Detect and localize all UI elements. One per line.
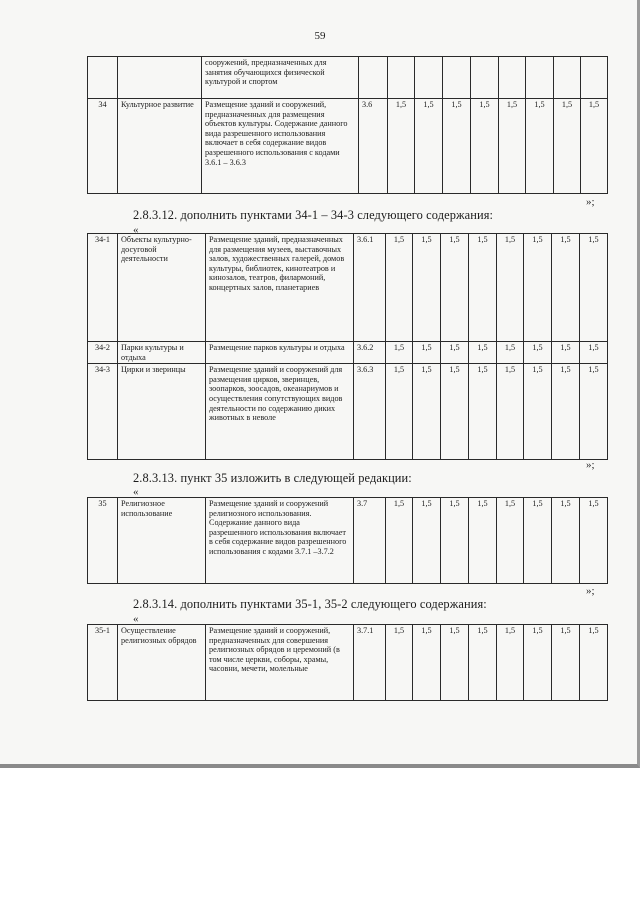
row-number: 34-2 bbox=[88, 342, 118, 364]
row-description: Размещение зданий, предназначенных для размещения музеев, выставочных залов, художественных галерей, домов культуры, библиотек, кинотеатров и кинозалов, театров, филармоний, концертных залов, планетариев bbox=[206, 234, 354, 342]
table-row bbox=[88, 625, 608, 701]
row-value: 1,5 bbox=[524, 342, 552, 364]
row-value: 1,5 bbox=[441, 342, 469, 364]
row-description: Размещение парков культуры и отдыха bbox=[206, 342, 354, 364]
section-heading: 2.8.3.14. дополнить пунктами 35-1, 35-2 следующего содержания: bbox=[133, 597, 487, 611]
row-value bbox=[388, 57, 415, 99]
row-value: 1,5 bbox=[554, 99, 581, 194]
row-value: 1,5 bbox=[469, 625, 497, 701]
row-value: 1,5 bbox=[471, 99, 499, 194]
row-code bbox=[359, 57, 388, 99]
row-value: 1,5 bbox=[499, 99, 526, 194]
row-description: Размещение зданий и сооружений, предназначенных для совершения религиозных обрядов и церемоний (в том числе церкви, соборы, храмы, часовни, мечети, молельные bbox=[206, 625, 354, 701]
row-value: 1,5 bbox=[469, 498, 497, 584]
row-value: 1,5 bbox=[497, 234, 524, 342]
row-value: 1,5 bbox=[552, 498, 580, 584]
table-row bbox=[88, 234, 608, 342]
row-code: 3.6 bbox=[359, 99, 388, 194]
row-value: 1,5 bbox=[552, 234, 580, 342]
row-value: 1,5 bbox=[552, 364, 580, 460]
row-value: 1,5 bbox=[415, 99, 443, 194]
row-code: 3.6.3 bbox=[354, 364, 386, 460]
opening-quote: « bbox=[133, 224, 139, 236]
row-description: сооружений, предназначенных для занятия обучающихся физической культурой и спортом bbox=[202, 57, 359, 99]
row-name: Объекты культурно-досуговой деятельности bbox=[118, 234, 206, 342]
row-value: 1,5 bbox=[388, 99, 415, 194]
closing-quote: »; bbox=[586, 196, 595, 208]
row-value: 1,5 bbox=[580, 234, 608, 342]
table-row bbox=[88, 342, 608, 364]
row-number: 34-1 bbox=[88, 234, 118, 342]
row-value: 1,5 bbox=[386, 364, 413, 460]
opening-quote: « bbox=[133, 486, 139, 498]
row-number: 34 bbox=[88, 99, 118, 194]
table-row bbox=[88, 99, 608, 194]
table-section-13 bbox=[87, 497, 608, 584]
row-value: 1,5 bbox=[552, 342, 580, 364]
row-number: 34-3 bbox=[88, 364, 118, 460]
section-heading: 2.8.3.12. дополнить пунктами 34-1 – 34-3 следующего содержания: bbox=[133, 208, 494, 222]
table-section-12 bbox=[87, 233, 608, 460]
table-continuation bbox=[87, 56, 608, 194]
row-value: 1,5 bbox=[469, 342, 497, 364]
row-value: 1,5 bbox=[386, 234, 413, 342]
row-value: 1,5 bbox=[497, 364, 524, 460]
row-value: 1,5 bbox=[469, 234, 497, 342]
table-section-14 bbox=[87, 624, 608, 701]
row-description: Размещение зданий и сооружений для размещения цирков, зверинцев, зоопарков, зоосадов, океанариумов и осуществления сопутствующих видов деятельности по содержанию диких животных в неволе bbox=[206, 364, 354, 460]
row-value: 1,5 bbox=[580, 498, 608, 584]
row-description: Размещение зданий и сооружений, предназначенных для размещения объектов культуры. Содержание данного вида разрешенного использования включает в себя содержание видов разрешенного использования с кодами 3.6.1 – 3.6.3 bbox=[202, 99, 359, 194]
row-value: 1,5 bbox=[581, 99, 608, 194]
row-value: 1,5 bbox=[497, 625, 524, 701]
row-name bbox=[118, 57, 202, 99]
row-value bbox=[554, 57, 581, 99]
row-code: 3.6.2 bbox=[354, 342, 386, 364]
row-code: 3.7.1 bbox=[354, 625, 386, 701]
row-value: 1,5 bbox=[580, 625, 608, 701]
row-number bbox=[88, 57, 118, 99]
row-value: 1,5 bbox=[413, 342, 441, 364]
row-name: Парки культуры и отдыха bbox=[118, 342, 206, 364]
row-value bbox=[581, 57, 608, 99]
opening-quote: « bbox=[133, 613, 139, 625]
row-value bbox=[526, 57, 554, 99]
row-value: 1,5 bbox=[524, 364, 552, 460]
row-code: 3.6.1 bbox=[354, 234, 386, 342]
row-code: 3.7 bbox=[354, 498, 386, 584]
row-value: 1,5 bbox=[386, 498, 413, 584]
row-value: 1,5 bbox=[413, 234, 441, 342]
row-value: 1,5 bbox=[386, 625, 413, 701]
row-value: 1,5 bbox=[580, 364, 608, 460]
row-name: Осуществление религиозных обрядов bbox=[118, 625, 206, 701]
row-value: 1,5 bbox=[497, 498, 524, 584]
row-name: Цирки и зверинцы bbox=[118, 364, 206, 460]
row-value: 1,5 bbox=[441, 234, 469, 342]
closing-quote: »; bbox=[586, 585, 595, 597]
row-name: Религиозное использование bbox=[118, 498, 206, 584]
row-value: 1,5 bbox=[441, 498, 469, 584]
row-value: 1,5 bbox=[441, 625, 469, 701]
table-row bbox=[88, 57, 608, 99]
table-row bbox=[88, 498, 608, 584]
row-value: 1,5 bbox=[524, 498, 552, 584]
row-value: 1,5 bbox=[497, 342, 524, 364]
row-value bbox=[415, 57, 443, 99]
row-value: 1,5 bbox=[524, 625, 552, 701]
table-row bbox=[88, 364, 608, 460]
row-value: 1,5 bbox=[413, 625, 441, 701]
row-value: 1,5 bbox=[443, 99, 471, 194]
row-value: 1,5 bbox=[441, 364, 469, 460]
row-value bbox=[443, 57, 471, 99]
row-description: Размещение зданий и сооружений религиозного использования. Содержание данного вида разрешенного использования включает в себя содержание видов разрешенного использования с кодами 3.7.1 –3.7.2 bbox=[206, 498, 354, 584]
row-value bbox=[499, 57, 526, 99]
row-value: 1,5 bbox=[552, 625, 580, 701]
row-number: 35-1 bbox=[88, 625, 118, 701]
row-value: 1,5 bbox=[524, 234, 552, 342]
row-value: 1,5 bbox=[413, 364, 441, 460]
page-number: 59 bbox=[314, 30, 326, 42]
row-name: Культурное развитие bbox=[118, 99, 202, 194]
row-value: 1,5 bbox=[526, 99, 554, 194]
section-heading: 2.8.3.13. пункт 35 изложить в следующей редакции: bbox=[133, 471, 412, 485]
row-number: 35 bbox=[88, 498, 118, 584]
row-value: 1,5 bbox=[469, 364, 497, 460]
row-value: 1,5 bbox=[413, 498, 441, 584]
row-value: 1,5 bbox=[580, 342, 608, 364]
closing-quote: »; bbox=[586, 459, 595, 471]
row-value bbox=[471, 57, 499, 99]
row-value: 1,5 bbox=[386, 342, 413, 364]
